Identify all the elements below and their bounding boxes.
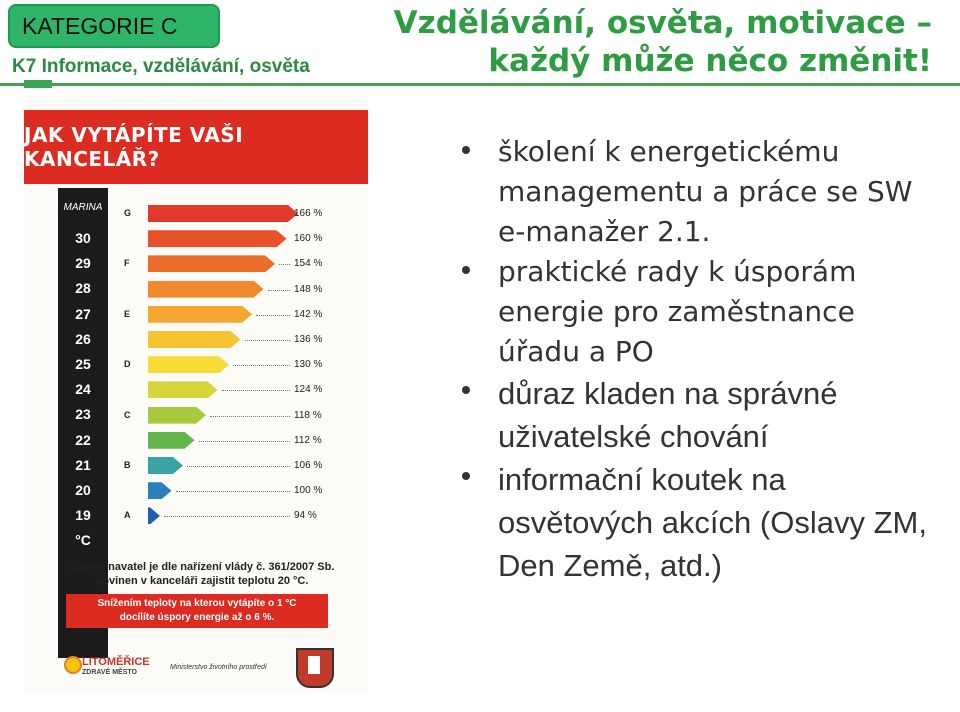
energy-grade-bar <box>148 457 183 474</box>
grade-percentage: 106 % <box>294 460 323 471</box>
savings-banner-line1: Snížením teploty na kterou vytápíte o 1 °C <box>97 598 297 609</box>
energy-grade-bar <box>148 407 206 424</box>
energy-grade-bar <box>148 205 298 222</box>
thermometer-temp: 30 <box>75 230 91 246</box>
savings-banner <box>66 594 328 628</box>
bullet-dot-icon <box>462 266 470 274</box>
grade-percentage: 160 % <box>294 233 323 245</box>
bullet-dot-icon <box>462 146 470 154</box>
bullet-text: informační koutek na osvětových akcích (Oslavy ZM, Den Země, atd.) <box>498 462 927 583</box>
energy-grade-bar <box>148 356 229 373</box>
litomerice-logo-icon <box>64 656 82 674</box>
savings-banner-line2: docílíte úspory energie až o 6 %. <box>119 612 275 623</box>
grade-percentage: 94 % <box>294 510 317 522</box>
thermometer-temp: °C <box>75 532 91 549</box>
thermometer-brand: MARINA <box>63 202 103 213</box>
category-badge: KATEGORIE C <box>8 4 220 48</box>
thermometer-temp: 20 <box>75 482 91 498</box>
category-subtitle <box>12 56 310 78</box>
energy-grade-bar <box>148 432 195 449</box>
bullet-text: praktické rady k úsporám energie pro zaměstnance úřadu a PO <box>498 255 857 368</box>
grade-leader-line <box>279 264 290 265</box>
thermometer-temp: 27 <box>75 305 91 322</box>
energy-poster-image <box>24 104 368 694</box>
energy-grade-bar <box>148 482 172 499</box>
thermometer-temp: 25 <box>75 356 91 372</box>
bullet-text: důraz kladen na správné uživatelské chování <box>498 376 838 454</box>
grade-leader-line <box>268 290 291 291</box>
poster-note <box>52 560 352 588</box>
category-subtitle-text: Informace, vzdělávání, osvěta <box>41 56 310 77</box>
grade-percentage: 154 % <box>294 258 323 270</box>
thermometer-temp: 19 <box>75 507 91 524</box>
thermometer-temp: 28 <box>75 280 91 297</box>
energy-grade-bar <box>148 381 218 398</box>
thermometer-temp: 21 <box>75 456 91 473</box>
poster-note-line1: Zaměstnavatel je dle nařízení vlády č. 361/2007 Sb. <box>69 561 335 573</box>
grade-letter: C <box>124 409 131 420</box>
energy-grade-bar <box>148 507 160 524</box>
bullet-item <box>462 372 932 458</box>
page-title-line2: každý může něco změnit! <box>488 43 932 79</box>
energy-grade-bar <box>148 331 241 348</box>
header-divider <box>0 83 960 86</box>
thermometer-temp: 26 <box>75 330 91 347</box>
energy-grade-bar <box>148 255 275 272</box>
litomerice-logo <box>64 652 150 682</box>
grade-letter: E <box>124 308 131 319</box>
grade-letter: G <box>124 208 132 218</box>
thermometer-temp: 23 <box>75 406 91 423</box>
grade-percentage: 136 % <box>294 334 323 345</box>
header-accent <box>24 80 52 88</box>
category-code: K7 <box>12 56 37 77</box>
thermometer-temp: 24 <box>75 381 91 398</box>
ministry-logo: Ministerstvo životního prostředí <box>170 664 267 671</box>
city-coat-of-arms-icon <box>296 648 334 688</box>
grade-percentage: 166 % <box>294 208 323 219</box>
energy-grade-bar <box>148 306 252 323</box>
grade-percentage: 142 % <box>294 308 323 320</box>
grade-percentage: 124 % <box>294 384 323 396</box>
poster-heading: JAK VYTÁPÍTE VAŠI KANCELÁŘ? <box>24 110 368 184</box>
litomerice-logo-sub: ZDRAVÉ MĚSTO <box>82 669 137 676</box>
grade-leader-line <box>210 416 290 417</box>
grade-percentage: 130 % <box>294 359 323 371</box>
grade-leader-line <box>187 466 290 467</box>
bullet-dot-icon <box>462 472 470 480</box>
grade-leader-line <box>245 340 291 341</box>
energy-grade-bar <box>148 281 264 298</box>
bullet-dot-icon <box>462 386 470 394</box>
grade-percentage: 100 % <box>294 485 323 497</box>
grade-percentage: 112 % <box>294 434 322 446</box>
poster-note-line2: povinen v kanceláři zajistit teplotu 20 °C. <box>95 575 309 587</box>
grade-letter: F <box>124 258 130 269</box>
grade-leader-line <box>256 315 290 316</box>
thermometer-temp: 22 <box>75 431 91 448</box>
grade-leader-line <box>222 390 291 391</box>
page-title-line1: Vzdělávání, osvěta, motivace – <box>393 5 932 41</box>
bullet-text: školení k energetickému managementu a práce se SW e-manažer 2.1. <box>498 135 913 248</box>
bullet-item <box>462 132 932 252</box>
grade-letter: A <box>124 510 131 521</box>
bullet-item <box>462 252 932 372</box>
grade-letter: B <box>124 460 131 470</box>
grade-leader-line <box>176 491 291 492</box>
grade-leader-line <box>199 441 291 442</box>
grade-percentage: 118 % <box>294 409 322 421</box>
bullet-list <box>462 132 932 587</box>
thermometer-temp: 29 <box>75 255 91 272</box>
grade-leader-line <box>233 365 290 366</box>
energy-grade-bar <box>148 230 287 247</box>
coat-of-arms-tower <box>308 656 320 674</box>
grade-percentage: 148 % <box>294 283 323 295</box>
grade-leader-line <box>164 516 290 517</box>
litomerice-logo-label: LITOMĚŘICE <box>82 656 150 668</box>
page-title <box>394 4 932 80</box>
grade-letter: D <box>124 359 131 370</box>
bullet-item <box>462 458 932 587</box>
